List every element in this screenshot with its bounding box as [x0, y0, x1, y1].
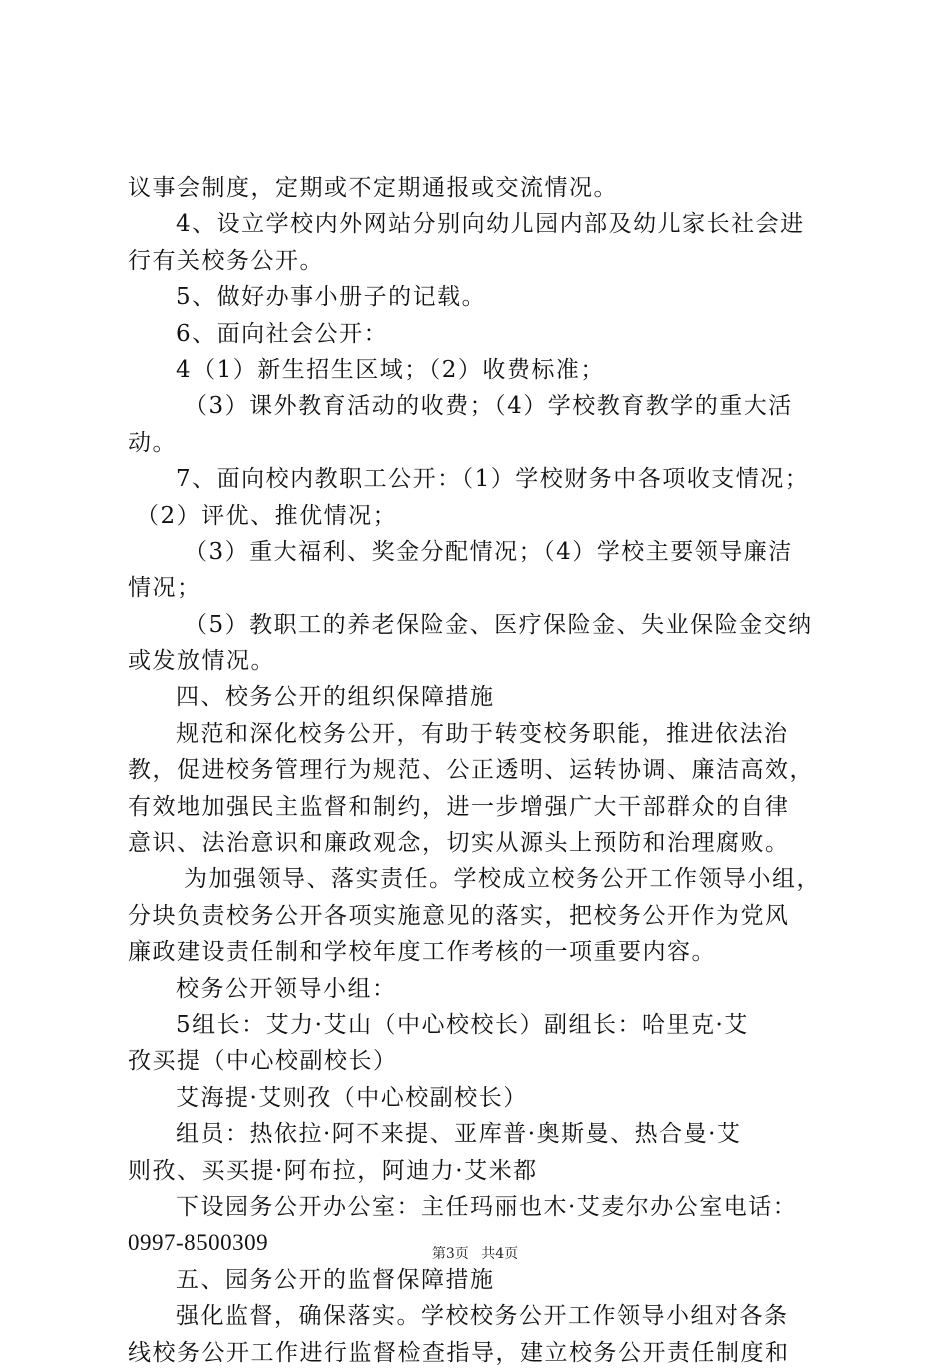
section-heading: 四、校务公开的组织保障措施	[176, 684, 495, 711]
body-line: 或发放情况。	[128, 648, 275, 675]
body-line: 行有关校务公开。	[128, 247, 324, 274]
body-line: 议事会制度，定期或不定期通报或交流情况。	[128, 175, 618, 201]
document-body	[128, 170, 836, 1371]
body-line: 组员：热依拉·阿不来提、亚库普·奥斯曼、热合曼·艾	[176, 1121, 742, 1148]
section-heading: 五、园务公开的监督保障措施	[176, 1266, 495, 1293]
body-line: （5）教职工的养老保险金、医疗保险金、失业保险金交纳	[184, 611, 813, 638]
body-line: 5组长：艾力·艾山（中心校校长）副组长：哈里克·艾	[176, 1011, 749, 1038]
body-line: 艾海提·艾则孜（中心校副校长）	[176, 1084, 528, 1111]
body-line: 廉政建设责任制和学校年度工作考核的一项重要内容。	[128, 939, 716, 966]
phone-number: 0997-8500309	[128, 1230, 269, 1256]
body-line: 校务公开领导小组：	[176, 975, 397, 1002]
page-number-total: 共4页	[481, 1246, 519, 1262]
body-line: （3）重大福利、奖金分配情况；（4）学校主要领导廉洁	[184, 538, 793, 565]
body-line: 规范和深化校务公开，有助于转变校务职能，推进依法治	[176, 720, 789, 747]
page-number-current: 第3页	[431, 1246, 469, 1262]
body-line: 分块负责校务公开各项实施意见的落实，把校务公开作为党风	[128, 902, 790, 929]
body-line: （3）课外教育活动的收费；（4）学校教育教学的重大活	[184, 393, 793, 420]
body-line: 7、面向校内教职工公开：（1）学校财务中各项收支情况；	[176, 466, 810, 493]
body-line: 5、做好办事小册子的记载。	[176, 284, 487, 311]
body-line: 下设园务公开办公室：主任玛丽也木·艾麦尔办公室电话：	[176, 1193, 798, 1220]
body-line: 4、设立学校内外网站分别向幼儿园内部及幼儿家长社会进	[176, 211, 805, 238]
body-line: 4（1）新生招生区域；（2）收费标准；	[176, 356, 605, 383]
body-line: 为加强领导、落实责任。学校成立校务公开工作领导小组，	[184, 866, 821, 893]
page-footer	[0, 1243, 950, 1263]
body-line: 6、面向社会公开：	[176, 320, 389, 347]
body-line: 线校务公开工作进行监督检查指导，建立校务公开责任制度和	[128, 1339, 790, 1366]
body-line: （2）评优、推优情况；	[136, 502, 398, 529]
body-line: 教，促进校务管理行为规范、公正透明、运转协调、廉洁高效，	[128, 757, 814, 784]
body-line: 孜买提（中心校副校长）	[128, 1048, 398, 1075]
body-line: 动。	[128, 429, 177, 456]
body-line: 有效地加强民主监督和制约，进一步增强广大干部群众的自律	[128, 793, 790, 820]
body-line: 则孜、买买提·阿布拉，阿迪力·艾米都	[128, 1157, 538, 1184]
body-line: 情况；	[128, 575, 202, 602]
body-line: 意识、法治意识和廉政观念，切实从源头上预防和治理腐败。	[128, 830, 790, 857]
body-line: 强化监督，确保落实。学校校务公开工作领导小组对各条	[176, 1303, 789, 1330]
